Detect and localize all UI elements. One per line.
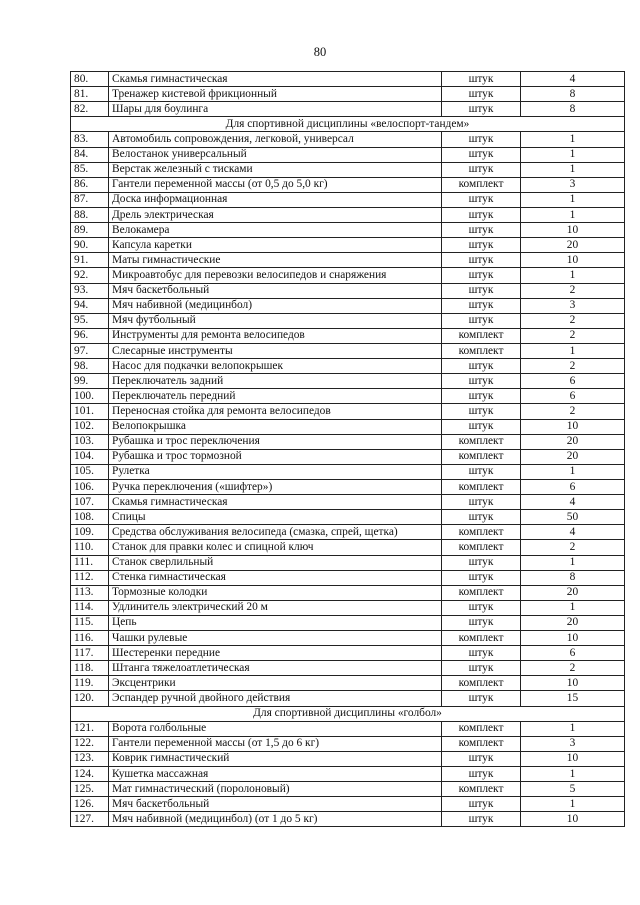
- table-row: [71, 736, 625, 751]
- table-row: [71, 434, 625, 449]
- item-unit: штук: [442, 298, 521, 313]
- item-name: Эспандер ручной двойного действия: [109, 691, 442, 706]
- table-row: [71, 177, 625, 192]
- item-name: Станок для правки колес и спицной ключ: [109, 540, 442, 555]
- item-unit: комплект: [442, 631, 521, 646]
- item-quantity: 10: [521, 631, 625, 646]
- table-row: [71, 374, 625, 389]
- item-unit: штук: [442, 555, 521, 570]
- table-row: [71, 615, 625, 630]
- item-name: Слесарные инструменты: [109, 343, 442, 358]
- item-name: Рубашка и трос переключения: [109, 434, 442, 449]
- table-row: [71, 192, 625, 207]
- item-quantity: 6: [521, 389, 625, 404]
- item-quantity: 10: [521, 223, 625, 238]
- item-unit: штук: [442, 132, 521, 147]
- item-quantity: 3: [521, 736, 625, 751]
- item-unit: штук: [442, 495, 521, 510]
- item-quantity: 2: [521, 313, 625, 328]
- item-unit: комплект: [442, 434, 521, 449]
- item-name: Эксцентрики: [109, 676, 442, 691]
- table-row: [71, 449, 625, 464]
- table-row: [71, 223, 625, 238]
- row-number: 124.: [71, 767, 109, 782]
- item-unit: штук: [442, 253, 521, 268]
- item-name: Насос для подкачки велопокрышек: [109, 359, 442, 374]
- row-number: 119.: [71, 676, 109, 691]
- item-unit: комплект: [442, 177, 521, 192]
- item-unit: штук: [442, 374, 521, 389]
- table-row: [71, 525, 625, 540]
- table-row: [71, 268, 625, 283]
- item-name: Скамья гимнастическая: [109, 72, 442, 87]
- item-name: Скамья гимнастическая: [109, 495, 442, 510]
- table-row: [71, 343, 625, 358]
- item-unit: штук: [442, 404, 521, 419]
- item-name: Переключатель передний: [109, 389, 442, 404]
- item-name: Кушетка массажная: [109, 767, 442, 782]
- item-quantity: 20: [521, 615, 625, 630]
- table-row: [71, 555, 625, 570]
- item-quantity: 4: [521, 72, 625, 87]
- row-number: 94.: [71, 298, 109, 313]
- item-quantity: 1: [521, 147, 625, 162]
- item-unit: штук: [442, 389, 521, 404]
- table-row: [71, 600, 625, 615]
- item-quantity: 1: [521, 207, 625, 222]
- row-number: 125.: [71, 782, 109, 797]
- table-row: [71, 132, 625, 147]
- section-header-row: [71, 117, 625, 132]
- table-row: [71, 721, 625, 736]
- section-header-row: [71, 706, 625, 721]
- row-number: 100.: [71, 389, 109, 404]
- row-number: 111.: [71, 555, 109, 570]
- item-name: Мяч баскетбольный: [109, 283, 442, 298]
- item-quantity: 1: [521, 797, 625, 812]
- table-row: [71, 676, 625, 691]
- item-quantity: 2: [521, 328, 625, 343]
- table-row: [71, 570, 625, 585]
- row-number: 121.: [71, 721, 109, 736]
- item-quantity: 1: [521, 162, 625, 177]
- row-number: 97.: [71, 343, 109, 358]
- item-unit: штук: [442, 283, 521, 298]
- row-number: 106.: [71, 479, 109, 494]
- item-quantity: 1: [521, 268, 625, 283]
- item-name: Маты гимнастические: [109, 253, 442, 268]
- item-name: Мяч набивной (медицинбол): [109, 298, 442, 313]
- row-number: 89.: [71, 223, 109, 238]
- item-name: Велостанок универсальный: [109, 147, 442, 162]
- item-quantity: 20: [521, 238, 625, 253]
- row-number: 87.: [71, 192, 109, 207]
- table-row: [71, 479, 625, 494]
- item-unit: штук: [442, 87, 521, 102]
- item-unit: штук: [442, 72, 521, 87]
- equipment-table-body: [71, 72, 625, 827]
- item-name: Шестеренки передние: [109, 646, 442, 661]
- row-number: 117.: [71, 646, 109, 661]
- item-unit: комплект: [442, 676, 521, 691]
- row-number: 86.: [71, 177, 109, 192]
- row-number: 101.: [71, 404, 109, 419]
- item-unit: штук: [442, 268, 521, 283]
- table-row: [71, 72, 625, 87]
- table-row: [71, 631, 625, 646]
- row-number: 107.: [71, 495, 109, 510]
- row-number: 84.: [71, 147, 109, 162]
- item-unit: штук: [442, 812, 521, 827]
- item-name: Станок сверлильный: [109, 555, 442, 570]
- item-quantity: 4: [521, 525, 625, 540]
- item-name: Стенка гимнастическая: [109, 570, 442, 585]
- item-name: Штанга тяжелоатлетическая: [109, 661, 442, 676]
- item-unit: штук: [442, 615, 521, 630]
- item-name: Коврик гимнастический: [109, 751, 442, 766]
- table-row: [71, 253, 625, 268]
- row-number: 102.: [71, 419, 109, 434]
- table-row: [71, 359, 625, 374]
- item-name: Спицы: [109, 510, 442, 525]
- item-unit: штук: [442, 313, 521, 328]
- item-quantity: 4: [521, 495, 625, 510]
- item-name: Велокамера: [109, 223, 442, 238]
- row-number: 110.: [71, 540, 109, 555]
- item-name: Рулетка: [109, 464, 442, 479]
- row-number: 96.: [71, 328, 109, 343]
- table-row: [71, 328, 625, 343]
- item-name: Верстак железный с тисками: [109, 162, 442, 177]
- table-row: [71, 540, 625, 555]
- item-unit: штук: [442, 570, 521, 585]
- row-number: 126.: [71, 797, 109, 812]
- item-unit: штук: [442, 767, 521, 782]
- item-unit: комплект: [442, 782, 521, 797]
- item-quantity: 2: [521, 283, 625, 298]
- table-row: [71, 751, 625, 766]
- item-quantity: 8: [521, 87, 625, 102]
- item-unit: штук: [442, 510, 521, 525]
- section-title: Для спортивной дисциплины «голбол»: [71, 706, 625, 721]
- table-row: [71, 812, 625, 827]
- item-name: Ручка переключения («шифтер»): [109, 479, 442, 494]
- item-quantity: 6: [521, 646, 625, 661]
- item-quantity: 10: [521, 419, 625, 434]
- item-quantity: 6: [521, 479, 625, 494]
- table-row: [71, 404, 625, 419]
- item-quantity: 1: [521, 132, 625, 147]
- row-number: 92.: [71, 268, 109, 283]
- table-row: [71, 767, 625, 782]
- item-quantity: 8: [521, 102, 625, 117]
- table-row: [71, 691, 625, 706]
- table-row: [71, 102, 625, 117]
- item-name: Ворота голбольные: [109, 721, 442, 736]
- item-quantity: 20: [521, 585, 625, 600]
- table-row: [71, 298, 625, 313]
- table-row: [71, 162, 625, 177]
- item-name: Автомобиль сопровождения, легковой, универсал: [109, 132, 442, 147]
- row-number: 114.: [71, 600, 109, 615]
- item-quantity: 20: [521, 449, 625, 464]
- item-quantity: 1: [521, 464, 625, 479]
- row-number: 95.: [71, 313, 109, 328]
- item-name: Переключатель задний: [109, 374, 442, 389]
- table-row: [71, 207, 625, 222]
- row-number: 113.: [71, 585, 109, 600]
- item-unit: штук: [442, 646, 521, 661]
- table-row: [71, 782, 625, 797]
- item-unit: штук: [442, 751, 521, 766]
- item-quantity: 20: [521, 434, 625, 449]
- row-number: 116.: [71, 631, 109, 646]
- table-row: [71, 313, 625, 328]
- item-quantity: 1: [521, 192, 625, 207]
- item-name: Цепь: [109, 615, 442, 630]
- item-unit: комплект: [442, 343, 521, 358]
- item-unit: комплект: [442, 449, 521, 464]
- item-name: Средства обслуживания велосипеда (смазка, спрей, щетка): [109, 525, 442, 540]
- item-quantity: 10: [521, 253, 625, 268]
- item-quantity: 3: [521, 298, 625, 313]
- item-unit: штук: [442, 797, 521, 812]
- row-number: 82.: [71, 102, 109, 117]
- item-quantity: 6: [521, 374, 625, 389]
- item-name: Удлинитель электрический 20 м: [109, 600, 442, 615]
- item-name: Тормозные колодки: [109, 585, 442, 600]
- item-unit: комплект: [442, 540, 521, 555]
- row-number: 115.: [71, 615, 109, 630]
- item-name: Мат гимнастический (поролоновый): [109, 782, 442, 797]
- item-name: Капсула каретки: [109, 238, 442, 253]
- table-row: [71, 797, 625, 812]
- item-quantity: 15: [521, 691, 625, 706]
- item-unit: комплект: [442, 328, 521, 343]
- row-number: 80.: [71, 72, 109, 87]
- row-number: 104.: [71, 449, 109, 464]
- table-row: [71, 87, 625, 102]
- item-unit: штук: [442, 192, 521, 207]
- item-name: Велопокрышка: [109, 419, 442, 434]
- row-number: 93.: [71, 283, 109, 298]
- row-number: 112.: [71, 570, 109, 585]
- table-row: [71, 283, 625, 298]
- table-row: [71, 238, 625, 253]
- row-number: 120.: [71, 691, 109, 706]
- row-number: 81.: [71, 87, 109, 102]
- row-number: 83.: [71, 132, 109, 147]
- item-unit: штук: [442, 162, 521, 177]
- item-name: Шары для боулинга: [109, 102, 442, 117]
- page-number: 80: [313, 45, 327, 59]
- equipment-table: [70, 71, 625, 827]
- item-unit: штук: [442, 223, 521, 238]
- table-row: [71, 661, 625, 676]
- item-name: Мяч набивной (медицинбол) (от 1 до 5 кг): [109, 812, 442, 827]
- item-unit: комплект: [442, 736, 521, 751]
- table-row: [71, 147, 625, 162]
- row-number: 123.: [71, 751, 109, 766]
- item-quantity: 2: [521, 540, 625, 555]
- item-name: Доска информационная: [109, 192, 442, 207]
- item-unit: комплект: [442, 479, 521, 494]
- item-name: Чашки рулевые: [109, 631, 442, 646]
- item-name: Мяч футбольный: [109, 313, 442, 328]
- item-name: Микроавтобус для перевозки велосипедов и снаряжения: [109, 268, 442, 283]
- item-quantity: 10: [521, 812, 625, 827]
- item-unit: штук: [442, 102, 521, 117]
- item-unit: штук: [442, 600, 521, 615]
- item-quantity: 1: [521, 600, 625, 615]
- row-number: 90.: [71, 238, 109, 253]
- item-unit: штук: [442, 147, 521, 162]
- table-row: [71, 585, 625, 600]
- item-name: Мяч баскетбольный: [109, 797, 442, 812]
- item-unit: штук: [442, 207, 521, 222]
- item-quantity: 5: [521, 782, 625, 797]
- item-unit: штук: [442, 661, 521, 676]
- row-number: 127.: [71, 812, 109, 827]
- row-number: 105.: [71, 464, 109, 479]
- table-row: [71, 495, 625, 510]
- item-quantity: 2: [521, 661, 625, 676]
- row-number: 109.: [71, 525, 109, 540]
- row-number: 122.: [71, 736, 109, 751]
- item-unit: штук: [442, 419, 521, 434]
- row-number: 88.: [71, 207, 109, 222]
- row-number: 91.: [71, 253, 109, 268]
- table-row: [71, 419, 625, 434]
- item-unit: штук: [442, 359, 521, 374]
- row-number: 118.: [71, 661, 109, 676]
- item-quantity: 1: [521, 343, 625, 358]
- item-quantity: 10: [521, 751, 625, 766]
- item-quantity: 2: [521, 404, 625, 419]
- item-quantity: 1: [521, 555, 625, 570]
- table-row: [71, 510, 625, 525]
- item-name: Гантели переменной массы (от 1,5 до 6 кг): [109, 736, 442, 751]
- row-number: 85.: [71, 162, 109, 177]
- table-row: [71, 646, 625, 661]
- row-number: 98.: [71, 359, 109, 374]
- item-unit: штук: [442, 464, 521, 479]
- item-quantity: 1: [521, 767, 625, 782]
- item-unit: комплект: [442, 721, 521, 736]
- table-row: [71, 389, 625, 404]
- row-number: 99.: [71, 374, 109, 389]
- item-quantity: 1: [521, 721, 625, 736]
- item-quantity: 8: [521, 570, 625, 585]
- item-unit: комплект: [442, 525, 521, 540]
- item-unit: штук: [442, 691, 521, 706]
- item-unit: штук: [442, 238, 521, 253]
- item-unit: комплект: [442, 585, 521, 600]
- row-number: 108.: [71, 510, 109, 525]
- item-quantity: 50: [521, 510, 625, 525]
- item-quantity: 10: [521, 676, 625, 691]
- item-name: Рубашка и трос тормозной: [109, 449, 442, 464]
- item-name: Тренажер кистевой фрикционный: [109, 87, 442, 102]
- item-name: Инструменты для ремонта велосипедов: [109, 328, 442, 343]
- item-name: Дрель электрическая: [109, 207, 442, 222]
- table-row: [71, 464, 625, 479]
- item-quantity: 2: [521, 359, 625, 374]
- item-quantity: 3: [521, 177, 625, 192]
- section-title: Для спортивной дисциплины «велоспорт-тандем»: [71, 117, 625, 132]
- item-name: Переносная стойка для ремонта велосипедов: [109, 404, 442, 419]
- item-name: Гантели переменной массы (от 0,5 до 5,0 кг): [109, 177, 442, 192]
- row-number: 103.: [71, 434, 109, 449]
